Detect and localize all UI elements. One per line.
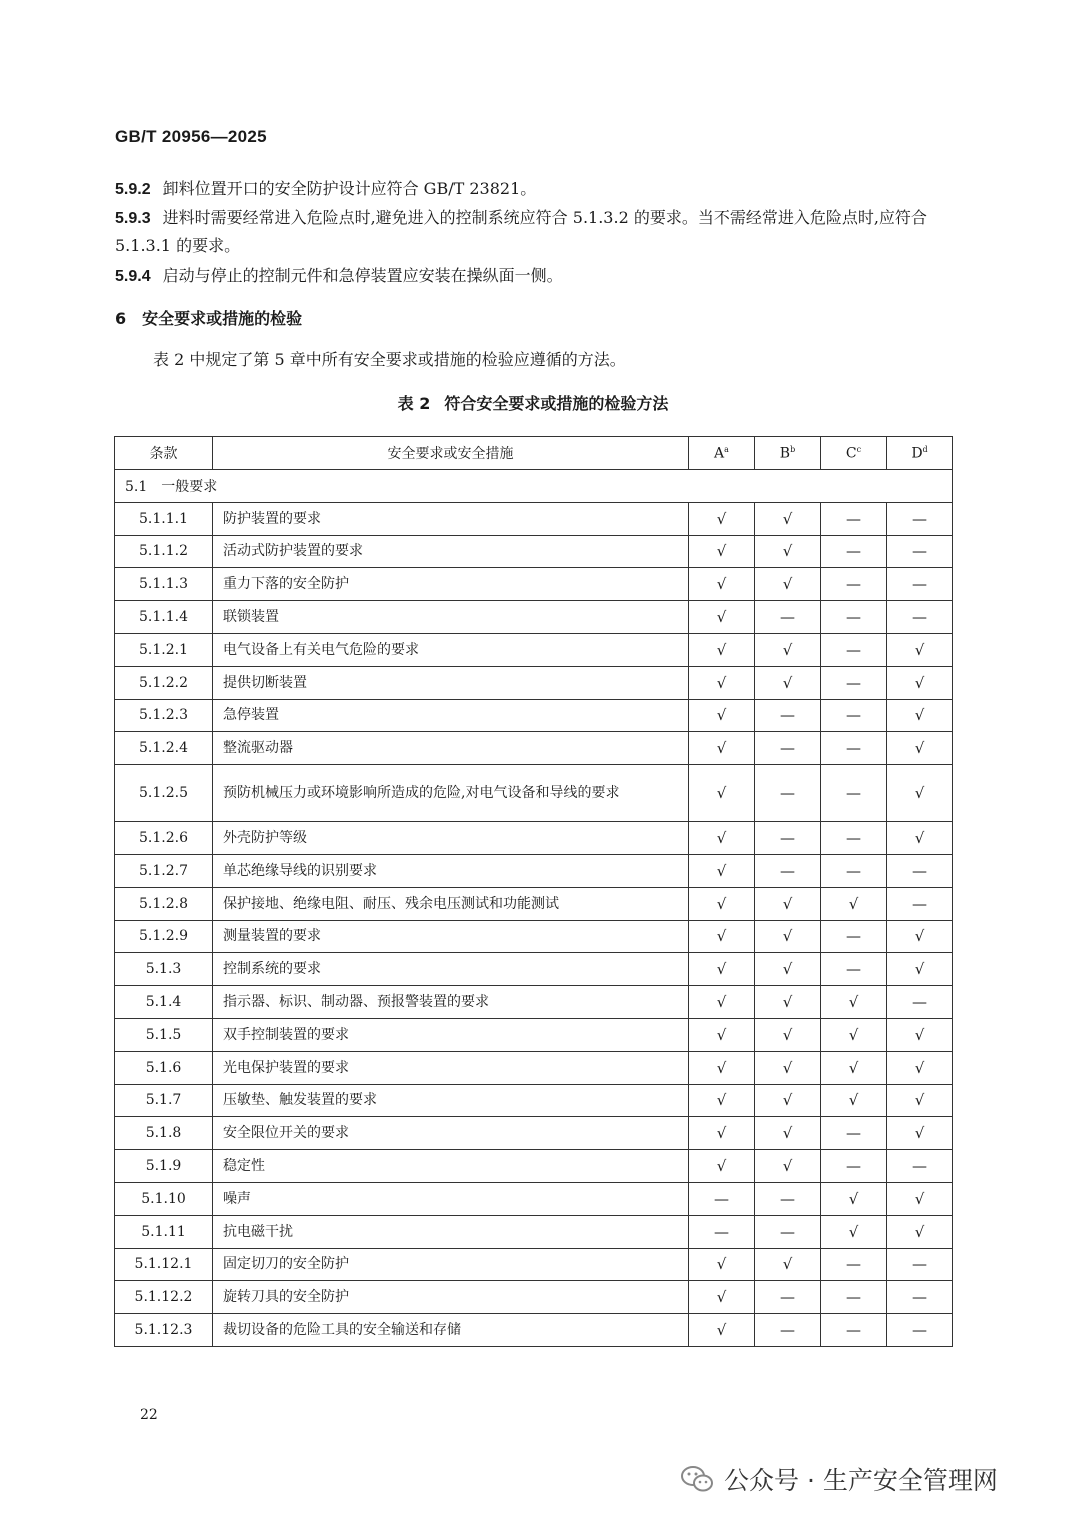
method-c-cell: —: [821, 1314, 887, 1347]
method-a-cell: √: [689, 1150, 755, 1183]
table-row: [115, 568, 953, 601]
clause-cell: 5.1.6: [115, 1051, 213, 1084]
method-b-cell: —: [755, 822, 821, 855]
method-b-cell: √: [755, 568, 821, 601]
method-b-cell: √: [755, 920, 821, 953]
table-row: [115, 699, 953, 732]
table-row: [115, 732, 953, 765]
header-c: $C^c$: [821, 437, 887, 470]
table-row: [115, 1281, 953, 1314]
clause-cell: 5.1.2.6: [115, 822, 213, 855]
method-b-cell: √: [755, 1248, 821, 1281]
method-c-cell: √: [821, 1182, 887, 1215]
method-d-cell: —: [887, 986, 953, 1019]
requirement-cell: 固定切刀的安全防护: [213, 1248, 689, 1281]
method-d-cell: √: [887, 1215, 953, 1248]
method-c-cell: —: [821, 822, 887, 855]
method-a-cell: √: [689, 535, 755, 568]
method-a-cell: √: [689, 699, 755, 732]
watermark: [680, 1464, 998, 1494]
method-c-cell: —: [821, 666, 887, 699]
method-d-cell: √: [887, 920, 953, 953]
method-d-cell: √: [887, 822, 953, 855]
method-d-cell: √: [887, 1117, 953, 1150]
clause-cell: 5.1.5: [115, 1018, 213, 1051]
method-b-cell: √: [755, 953, 821, 986]
section-heading: [115, 306, 302, 329]
method-a-cell: —: [689, 1215, 755, 1248]
clause-text: 卸料位置开口的安全防护设计应符合 GB/T 23821。: [162, 179, 537, 198]
table-row: [115, 601, 953, 634]
intro-paragraph: 表 2 中规定了第 5 章中所有安全要求或措施的检验应遵循的方法。: [153, 350, 626, 369]
method-b-cell: √: [755, 633, 821, 666]
table-row: [115, 1248, 953, 1281]
table-row: [115, 854, 953, 887]
method-c-cell: √: [821, 1018, 887, 1051]
table-row: [115, 666, 953, 699]
clause-cell: 5.1.10: [115, 1182, 213, 1215]
method-c-cell: —: [821, 953, 887, 986]
requirement-cell: 噪声: [213, 1182, 689, 1215]
header-d: $D^d$: [887, 437, 953, 470]
requirement-cell: 双手控制装置的要求: [213, 1018, 689, 1051]
document-code: GB/T 20956—2025: [115, 127, 267, 146]
method-c-cell: —: [821, 568, 887, 601]
table-row: [115, 953, 953, 986]
method-b-cell: —: [755, 699, 821, 732]
footnote-mark: c: [856, 444, 862, 454]
header-a: $A^a$: [689, 437, 755, 470]
clause-cell: 5.1.12.3: [115, 1314, 213, 1347]
method-b-cell: —: [755, 1215, 821, 1248]
clause-5-9-3: [115, 204, 955, 259]
method-b-cell: —: [755, 854, 821, 887]
method-c-cell: √: [821, 1051, 887, 1084]
method-a-cell: √: [689, 887, 755, 920]
method-b-cell: —: [755, 732, 821, 765]
clause-cell: 5.1.2.9: [115, 920, 213, 953]
requirement-cell: 活动式防护装置的要求: [213, 535, 689, 568]
method-b-cell: —: [755, 601, 821, 634]
method-d-cell: √: [887, 699, 953, 732]
header-requirement: 安全要求或安全措施: [213, 437, 689, 470]
clause-cell: 5.1.4: [115, 986, 213, 1019]
clause-cell: 5.1.8: [115, 1117, 213, 1150]
clause-cell: 5.1.12.2: [115, 1281, 213, 1314]
method-a-cell: √: [689, 765, 755, 822]
requirement-cell: 稳定性: [213, 1150, 689, 1183]
method-d-cell: —: [887, 568, 953, 601]
method-a-cell: √: [689, 1281, 755, 1314]
requirement-cell: 测量装置的要求: [213, 920, 689, 953]
method-b-cell: √: [755, 1117, 821, 1150]
method-b-cell: √: [755, 1051, 821, 1084]
watermark-text: 公众号 · 生产安全管理网: [724, 1466, 998, 1495]
clause-cell: 5.1.1.1: [115, 502, 213, 535]
requirement-cell: 电气设备上有关电气危险的要求: [213, 633, 689, 666]
method-d-cell: √: [887, 666, 953, 699]
section-number: 6: [115, 309, 127, 328]
method-a-cell: √: [689, 1018, 755, 1051]
clause-cell: 5.1.2.8: [115, 887, 213, 920]
method-c-cell: —: [821, 732, 887, 765]
method-d-cell: —: [887, 1150, 953, 1183]
clause-number: 5.9.2: [115, 181, 151, 198]
method-c-cell: —: [821, 1150, 887, 1183]
method-d-cell: √: [887, 732, 953, 765]
requirement-cell: 光电保护装置的要求: [213, 1051, 689, 1084]
clause-text: 进料时需要经常进入危险点时,避免进入的控制系统应符合 5.1.3.2 的要求。当不需经常进入危险点时,应符合 5.1.3.1 的要求。: [115, 208, 927, 255]
method-c-cell: √: [821, 887, 887, 920]
requirement-cell: 外壳防护等级: [213, 822, 689, 855]
footnote-mark: a: [724, 444, 729, 454]
table-header-row: [115, 437, 953, 470]
table-row: [115, 887, 953, 920]
wechat-icon: [680, 1464, 714, 1494]
clause-cell: 5.1.2.5: [115, 765, 213, 822]
method-b-cell: —: [755, 1314, 821, 1347]
method-d-cell: √: [887, 633, 953, 666]
group-label: 5.1 一般要求: [115, 470, 953, 503]
method-d-cell: √: [887, 1018, 953, 1051]
table-row: [115, 1084, 953, 1117]
method-d-cell: —: [887, 502, 953, 535]
table-row: [115, 986, 953, 1019]
method-c-cell: —: [821, 765, 887, 822]
method-d-cell: —: [887, 1248, 953, 1281]
method-d-cell: —: [887, 887, 953, 920]
table-title: 符合安全要求或措施的检验方法: [444, 394, 669, 413]
clause-cell: 5.1.1.3: [115, 568, 213, 601]
table-row: [115, 920, 953, 953]
method-c-cell: —: [821, 1248, 887, 1281]
page-number: 22: [140, 1407, 158, 1423]
table-row: [115, 765, 953, 822]
method-d-cell: √: [887, 953, 953, 986]
requirement-cell: 抗电磁干扰: [213, 1215, 689, 1248]
method-b-cell: √: [755, 1018, 821, 1051]
method-a-cell: —: [689, 1182, 755, 1215]
table-row: [115, 535, 953, 568]
clause-cell: 5.1.11: [115, 1215, 213, 1248]
method-a-cell: √: [689, 633, 755, 666]
method-a-cell: √: [689, 953, 755, 986]
table-row: [115, 1051, 953, 1084]
clause-number: 5.9.3: [115, 210, 151, 227]
method-a-cell: √: [689, 1084, 755, 1117]
requirement-cell: 联锁装置: [213, 601, 689, 634]
clause-cell: 5.1.1.2: [115, 535, 213, 568]
clause-cell: 5.1.2.2: [115, 666, 213, 699]
method-b-cell: √: [755, 1150, 821, 1183]
method-b-cell: √: [755, 1084, 821, 1117]
method-c-cell: —: [821, 601, 887, 634]
method-c-cell: √: [821, 1215, 887, 1248]
method-d-cell: —: [887, 854, 953, 887]
method-c-cell: √: [821, 1084, 887, 1117]
verification-table: [114, 436, 953, 1347]
header-clause: 条款: [115, 437, 213, 470]
method-c-cell: —: [821, 1281, 887, 1314]
table-row: [115, 1215, 953, 1248]
method-a-cell: √: [689, 1117, 755, 1150]
table-caption: [0, 391, 1066, 414]
method-b-cell: √: [755, 887, 821, 920]
requirement-cell: 旋转刀具的安全防护: [213, 1281, 689, 1314]
clause-cell: 5.1.2.7: [115, 854, 213, 887]
requirement-cell: 急停装置: [213, 699, 689, 732]
method-b-cell: —: [755, 1281, 821, 1314]
method-a-cell: √: [689, 986, 755, 1019]
method-d-cell: √: [887, 765, 953, 822]
clause-cell: 5.1.2.3: [115, 699, 213, 732]
requirement-cell: 防护装置的要求: [213, 502, 689, 535]
section-title: 安全要求或措施的检验: [142, 309, 303, 328]
method-b-cell: √: [755, 502, 821, 535]
table-row: [115, 1018, 953, 1051]
requirement-cell: 压敏垫、触发装置的要求: [213, 1084, 689, 1117]
table-row: [115, 1117, 953, 1150]
method-a-cell: √: [689, 601, 755, 634]
table-row: [115, 502, 953, 535]
method-b-cell: —: [755, 1182, 821, 1215]
requirement-cell: 裁切设备的危险工具的安全输送和存储: [213, 1314, 689, 1347]
table-row: [115, 822, 953, 855]
method-a-cell: √: [689, 502, 755, 535]
requirement-cell: 预防机械压力或环境影响所造成的危险,对电气设备和导线的要求: [213, 765, 689, 822]
table-row: [115, 1314, 953, 1347]
method-a-cell: √: [689, 920, 755, 953]
clause-5-9-2: [115, 175, 955, 203]
method-b-cell: √: [755, 986, 821, 1019]
table-number: 表 2: [397, 394, 431, 413]
table-row: [115, 633, 953, 666]
requirement-cell: 安全限位开关的要求: [213, 1117, 689, 1150]
method-c-cell: √: [821, 986, 887, 1019]
method-a-cell: √: [689, 1248, 755, 1281]
requirement-cell: 提供切断装置: [213, 666, 689, 699]
requirement-cell: 重力下落的安全防护: [213, 568, 689, 601]
method-d-cell: —: [887, 1281, 953, 1314]
method-d-cell: —: [887, 535, 953, 568]
method-a-cell: √: [689, 666, 755, 699]
method-c-cell: —: [821, 502, 887, 535]
requirement-cell: 保护接地、绝缘电阻、耐压、残余电压测试和功能测试: [213, 887, 689, 920]
table-row: [115, 1150, 953, 1183]
requirement-cell: 控制系统的要求: [213, 953, 689, 986]
method-c-cell: —: [821, 854, 887, 887]
method-d-cell: √: [887, 1084, 953, 1117]
clause-cell: 5.1.12.1: [115, 1248, 213, 1281]
method-d-cell: √: [887, 1182, 953, 1215]
method-c-cell: —: [821, 633, 887, 666]
requirement-cell: 整流驱动器: [213, 732, 689, 765]
clause-cell: 5.1.2.4: [115, 732, 213, 765]
method-a-cell: √: [689, 1051, 755, 1084]
clause-number: 5.9.4: [115, 268, 151, 285]
header-b: $B^b$: [755, 437, 821, 470]
method-d-cell: √: [887, 1051, 953, 1084]
method-c-cell: —: [821, 1117, 887, 1150]
table-row: [115, 1182, 953, 1215]
method-c-cell: —: [821, 699, 887, 732]
method-b-cell: √: [755, 535, 821, 568]
clause-cell: 5.1.1.4: [115, 601, 213, 634]
method-d-cell: —: [887, 601, 953, 634]
clause-5-9-4: [115, 262, 955, 290]
clause-cell: 5.1.3: [115, 953, 213, 986]
clause-cell: 5.1.7: [115, 1084, 213, 1117]
clause-cell: 5.1.2.1: [115, 633, 213, 666]
footnote-mark: d: [922, 444, 928, 454]
method-b-cell: —: [755, 765, 821, 822]
method-a-cell: √: [689, 1314, 755, 1347]
group-row: [115, 470, 953, 503]
method-c-cell: —: [821, 920, 887, 953]
method-a-cell: √: [689, 822, 755, 855]
method-b-cell: √: [755, 666, 821, 699]
requirement-cell: 指示器、标识、制动器、预报警装置的要求: [213, 986, 689, 1019]
method-d-cell: —: [887, 1314, 953, 1347]
method-a-cell: √: [689, 568, 755, 601]
footnote-mark: b: [790, 444, 796, 454]
method-a-cell: √: [689, 854, 755, 887]
method-c-cell: —: [821, 535, 887, 568]
requirement-cell: 单芯绝缘导线的识别要求: [213, 854, 689, 887]
clause-text: 启动与停止的控制元件和急停装置应安装在操纵面一侧。: [162, 266, 563, 285]
method-a-cell: √: [689, 732, 755, 765]
clause-cell: 5.1.9: [115, 1150, 213, 1183]
